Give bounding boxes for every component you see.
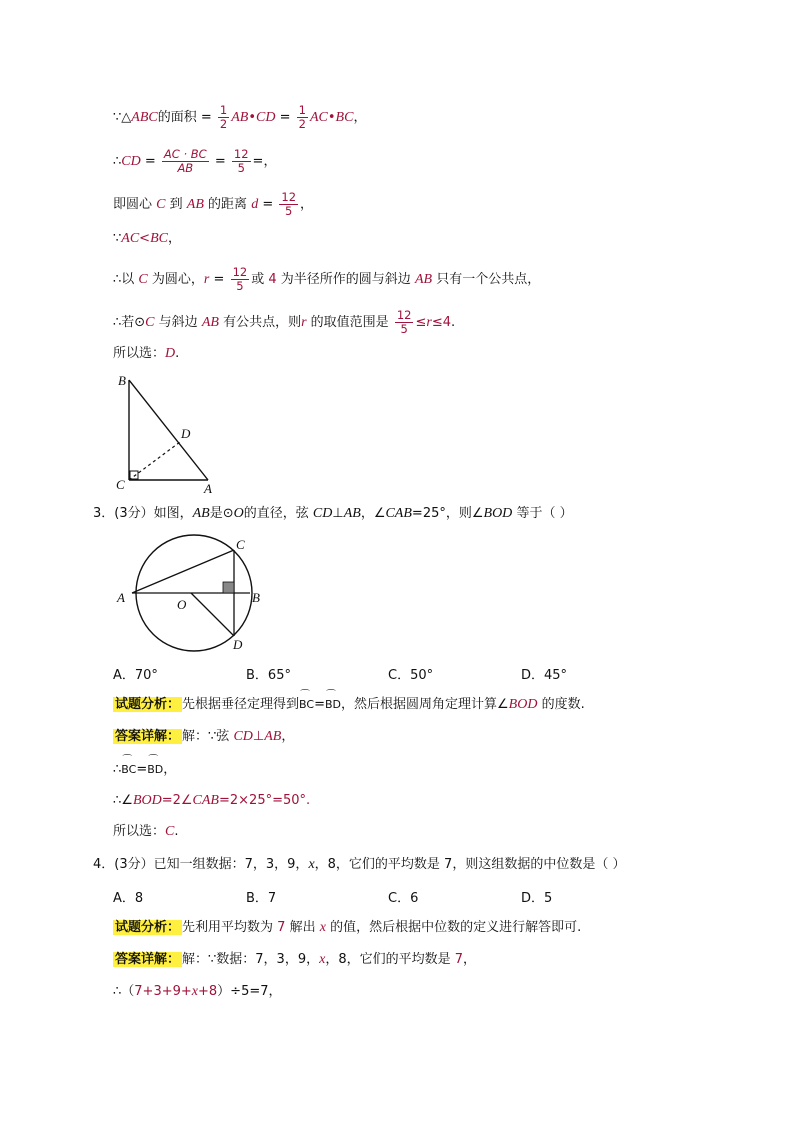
q3-answer: 所以选：C. (113, 824, 179, 839)
arc-bd: ⌒ BD (325, 696, 341, 714)
q4-analysis: 试题分析： 先利用平均数为 7 解出 x 的值，然后根据中位数的定义进行解答即可. (115, 920, 582, 935)
q4-option-a: A．8 (113, 891, 144, 906)
fraction-12-5: $\frac{12}{5}$ (396, 308, 412, 336)
analysis-tag: 试题分析： (115, 697, 181, 712)
label-o: O (177, 597, 187, 612)
arc-bd: ⌒ BD (147, 761, 163, 779)
fraction-half-2: $\frac{1}{2}$ (298, 103, 306, 131)
arc-bc: ⌒ BC (299, 696, 314, 714)
label-b: B (252, 590, 260, 605)
analysis-tag: 试题分析： (115, 920, 181, 935)
fraction-12-5: $\frac{12}{5}$ (281, 190, 297, 218)
q4-option-d: D．5 (521, 891, 553, 906)
q3-option-b: B．65° (246, 668, 291, 683)
right-angle-mark (223, 582, 234, 593)
right-triangle-figure (110, 370, 220, 496)
q4-option-c: C．6 (388, 891, 419, 906)
q3-solution-calc: ∴∠BOD=2∠CAB=2×25°=50°. (113, 793, 311, 808)
question-4: 4．(3分）已知一组数据：7，3，9，x，8，它们的平均数是 7，则这组数据的中位数是（ ） (93, 857, 626, 872)
line-range: ∴若⊙C 与斜边 AB 有公共点，则r 的取值范围是 $\frac{12}{5}$ ≤r≤4. (113, 308, 456, 336)
arc-bc: ⌒ BC (121, 761, 136, 779)
q4-option-b: B．7 (246, 891, 277, 906)
line-ac-lt-bc: ∵AC<BC， (113, 231, 181, 246)
solution-tag: 答案详解： (115, 729, 181, 744)
q4-solution-calc: ∴（7+3+9+x+8）÷5=7， (113, 984, 282, 999)
q3-option-c: C．50° (388, 668, 434, 683)
fraction-12-5: $\frac{12}{5}$ (232, 265, 248, 293)
altitude-cd (129, 442, 180, 480)
question-3: 3．(3分）如图，AB是⊙O的直径，弦 CD⊥AB，∠CAB=25°，则∠BOD 等于（ ） (93, 506, 573, 521)
circle-figure (110, 532, 270, 654)
label-a: A (204, 481, 212, 496)
line-radius-case: ∴以 C 为圆心，r = $\frac{12}{5}$ 或 4 为半径所作的圆与斜边 AB 只有一个公共点， (113, 265, 541, 293)
label-b: B (118, 373, 126, 388)
q4-solution: 答案详解： 解：∵数据：7，3，9，x，8，它们的平均数是 7， (115, 952, 477, 967)
segment-od (191, 593, 234, 636)
side-ab (129, 380, 208, 480)
q3-option-d: D．45° (521, 668, 568, 683)
q3-analysis: 试题分析： 先根据垂径定理得到⌒ BC=⌒ BD，然后根据圆周角定理计算∠BOD 的度数. (113, 696, 585, 714)
line-area-formula: ∵△ABC的面积 = $\frac{1}{2}$ AB•CD = $\frac{1}{2}$ AC•BC， (113, 103, 367, 131)
q3-solution: 答案详解： 解：∵弦 CD⊥AB， (115, 729, 295, 744)
solution-tag: 答案详解： (115, 952, 181, 967)
fraction-ac-bc-over-ab: $\frac{AC \cdot BC}{AB}$ (163, 147, 207, 175)
label-d: D (233, 637, 243, 652)
right-angle-mark (130, 471, 138, 479)
label-c: C (116, 477, 125, 492)
chord-ac (132, 550, 234, 593)
label-d: D (181, 426, 191, 441)
fraction-half: $\frac{1}{2}$ (219, 103, 228, 131)
line-answer-d: 所以选：D. (113, 346, 180, 361)
label-c: C (236, 537, 245, 552)
line-cd-formula: ∴CD = $\frac{AC \cdot BC}{AB}$ = $\frac{12}{5}$ =， (113, 147, 277, 175)
label-a: A (117, 590, 125, 605)
line-distance: 即圆心 C 到 AB 的距离 d = $\frac{12}{5}$ ， (113, 190, 314, 218)
q3-option-a: A．70° (113, 668, 158, 683)
fraction-12-5: $\frac{12}{5}$ (233, 147, 249, 175)
q3-solution-arcs: ∴⌒ BC=⌒ BD， (113, 761, 176, 779)
